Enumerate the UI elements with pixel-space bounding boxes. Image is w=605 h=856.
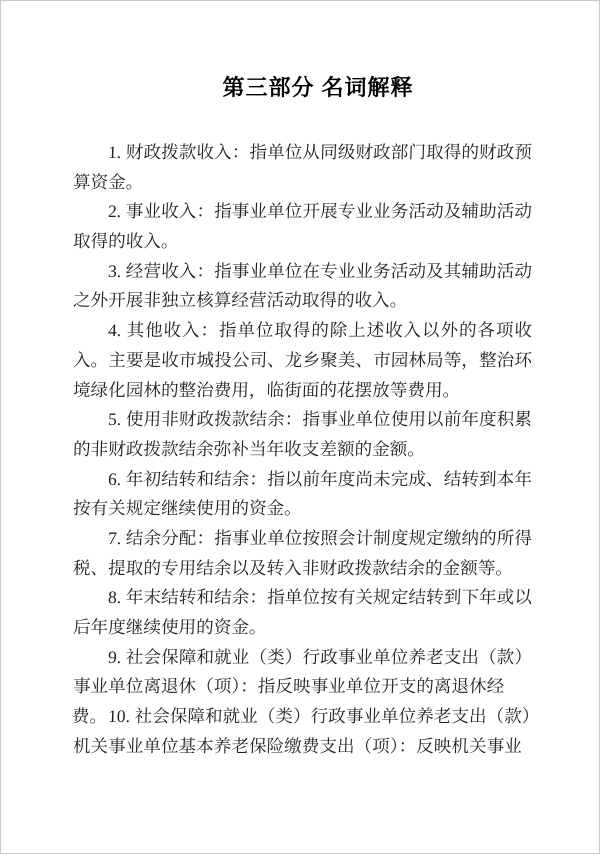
- paragraph-line: 3. 经营收入：指事业单位在专业业务活动及其辅助活动: [107, 260, 533, 281]
- glossary-paragraph: [72, 702, 540, 761]
- glossary-paragraph: [73, 465, 532, 524]
- glossary-paragraph: [73, 524, 532, 583]
- paragraph-line: 7. 结余分配：指事业单位按照会计制度规定缴纳的所得: [107, 527, 533, 548]
- paragraph-line: 8. 年末结转和结余：指单位按有关规定结转到下年或以: [107, 587, 533, 608]
- paragraph-line: 机关事业单位基本养老保险缴费支出（项）：反映机关事业: [72, 735, 523, 756]
- paragraph-line: 5. 使用非财政拨款结余：指事业单位使用以前年度积累: [107, 409, 533, 430]
- glossary-paragraph: [73, 138, 532, 197]
- document-body: [71, 138, 540, 761]
- glossary-paragraph: [73, 405, 532, 464]
- paragraph-line: 10. 社会保障和就业（类）行政事业单位养老支出（款）: [107, 706, 540, 727]
- glossary-paragraph: [73, 197, 532, 256]
- paragraph-line: 入。主要是收市城投公司、龙乡聚美、市园林局等，整治环: [72, 349, 533, 370]
- paragraph-line: 1. 财政拨款收入：指单位从同级财政部门取得的财政预: [107, 142, 533, 162]
- paragraph-line: 税、提取的专用结余以及转入非财政拨款结余的金额等。: [72, 557, 514, 578]
- paragraph-line: 按有关规定继续使用的资金。: [72, 498, 303, 519]
- paragraph-line: 4. 其他收入：指单位取得的除上述收入以外的各项收: [107, 320, 533, 341]
- paragraph-line: 的非财政拨款结余弥补当年收支差额的金额。: [72, 438, 426, 459]
- glossary-paragraph: [73, 316, 532, 405]
- paragraph-line: 2. 事业收入：指事业单位开展专业业务活动及辅助活动: [107, 201, 533, 222]
- document-title: 第三部分 名词解释: [222, 75, 414, 100]
- paragraph-line: 取得的收入。: [72, 231, 179, 252]
- paragraph-line: 算资金。: [72, 171, 144, 192]
- glossary-paragraph: [73, 257, 532, 316]
- paragraph-line: 6. 年初结转和结余：指以前年度尚未完成、结转到本年: [107, 468, 533, 489]
- paragraph-line: 之外开展非独立核算经营活动取得的收入。: [72, 290, 408, 311]
- glossary-paragraph: [73, 583, 532, 642]
- paragraph-line: 后年度继续使用的资金。: [72, 617, 267, 637]
- paragraph-line: 境绿化园林的整治费用，临街面的花摆放等费用。: [72, 379, 461, 400]
- paragraph-line: 9. 社会保障和就业（类）行政事业单位养老支出（款）: [107, 646, 533, 667]
- paragraph-line: 事业单位离退休（项）：指反映事业单位开支的离退休经费。: [71, 676, 505, 727]
